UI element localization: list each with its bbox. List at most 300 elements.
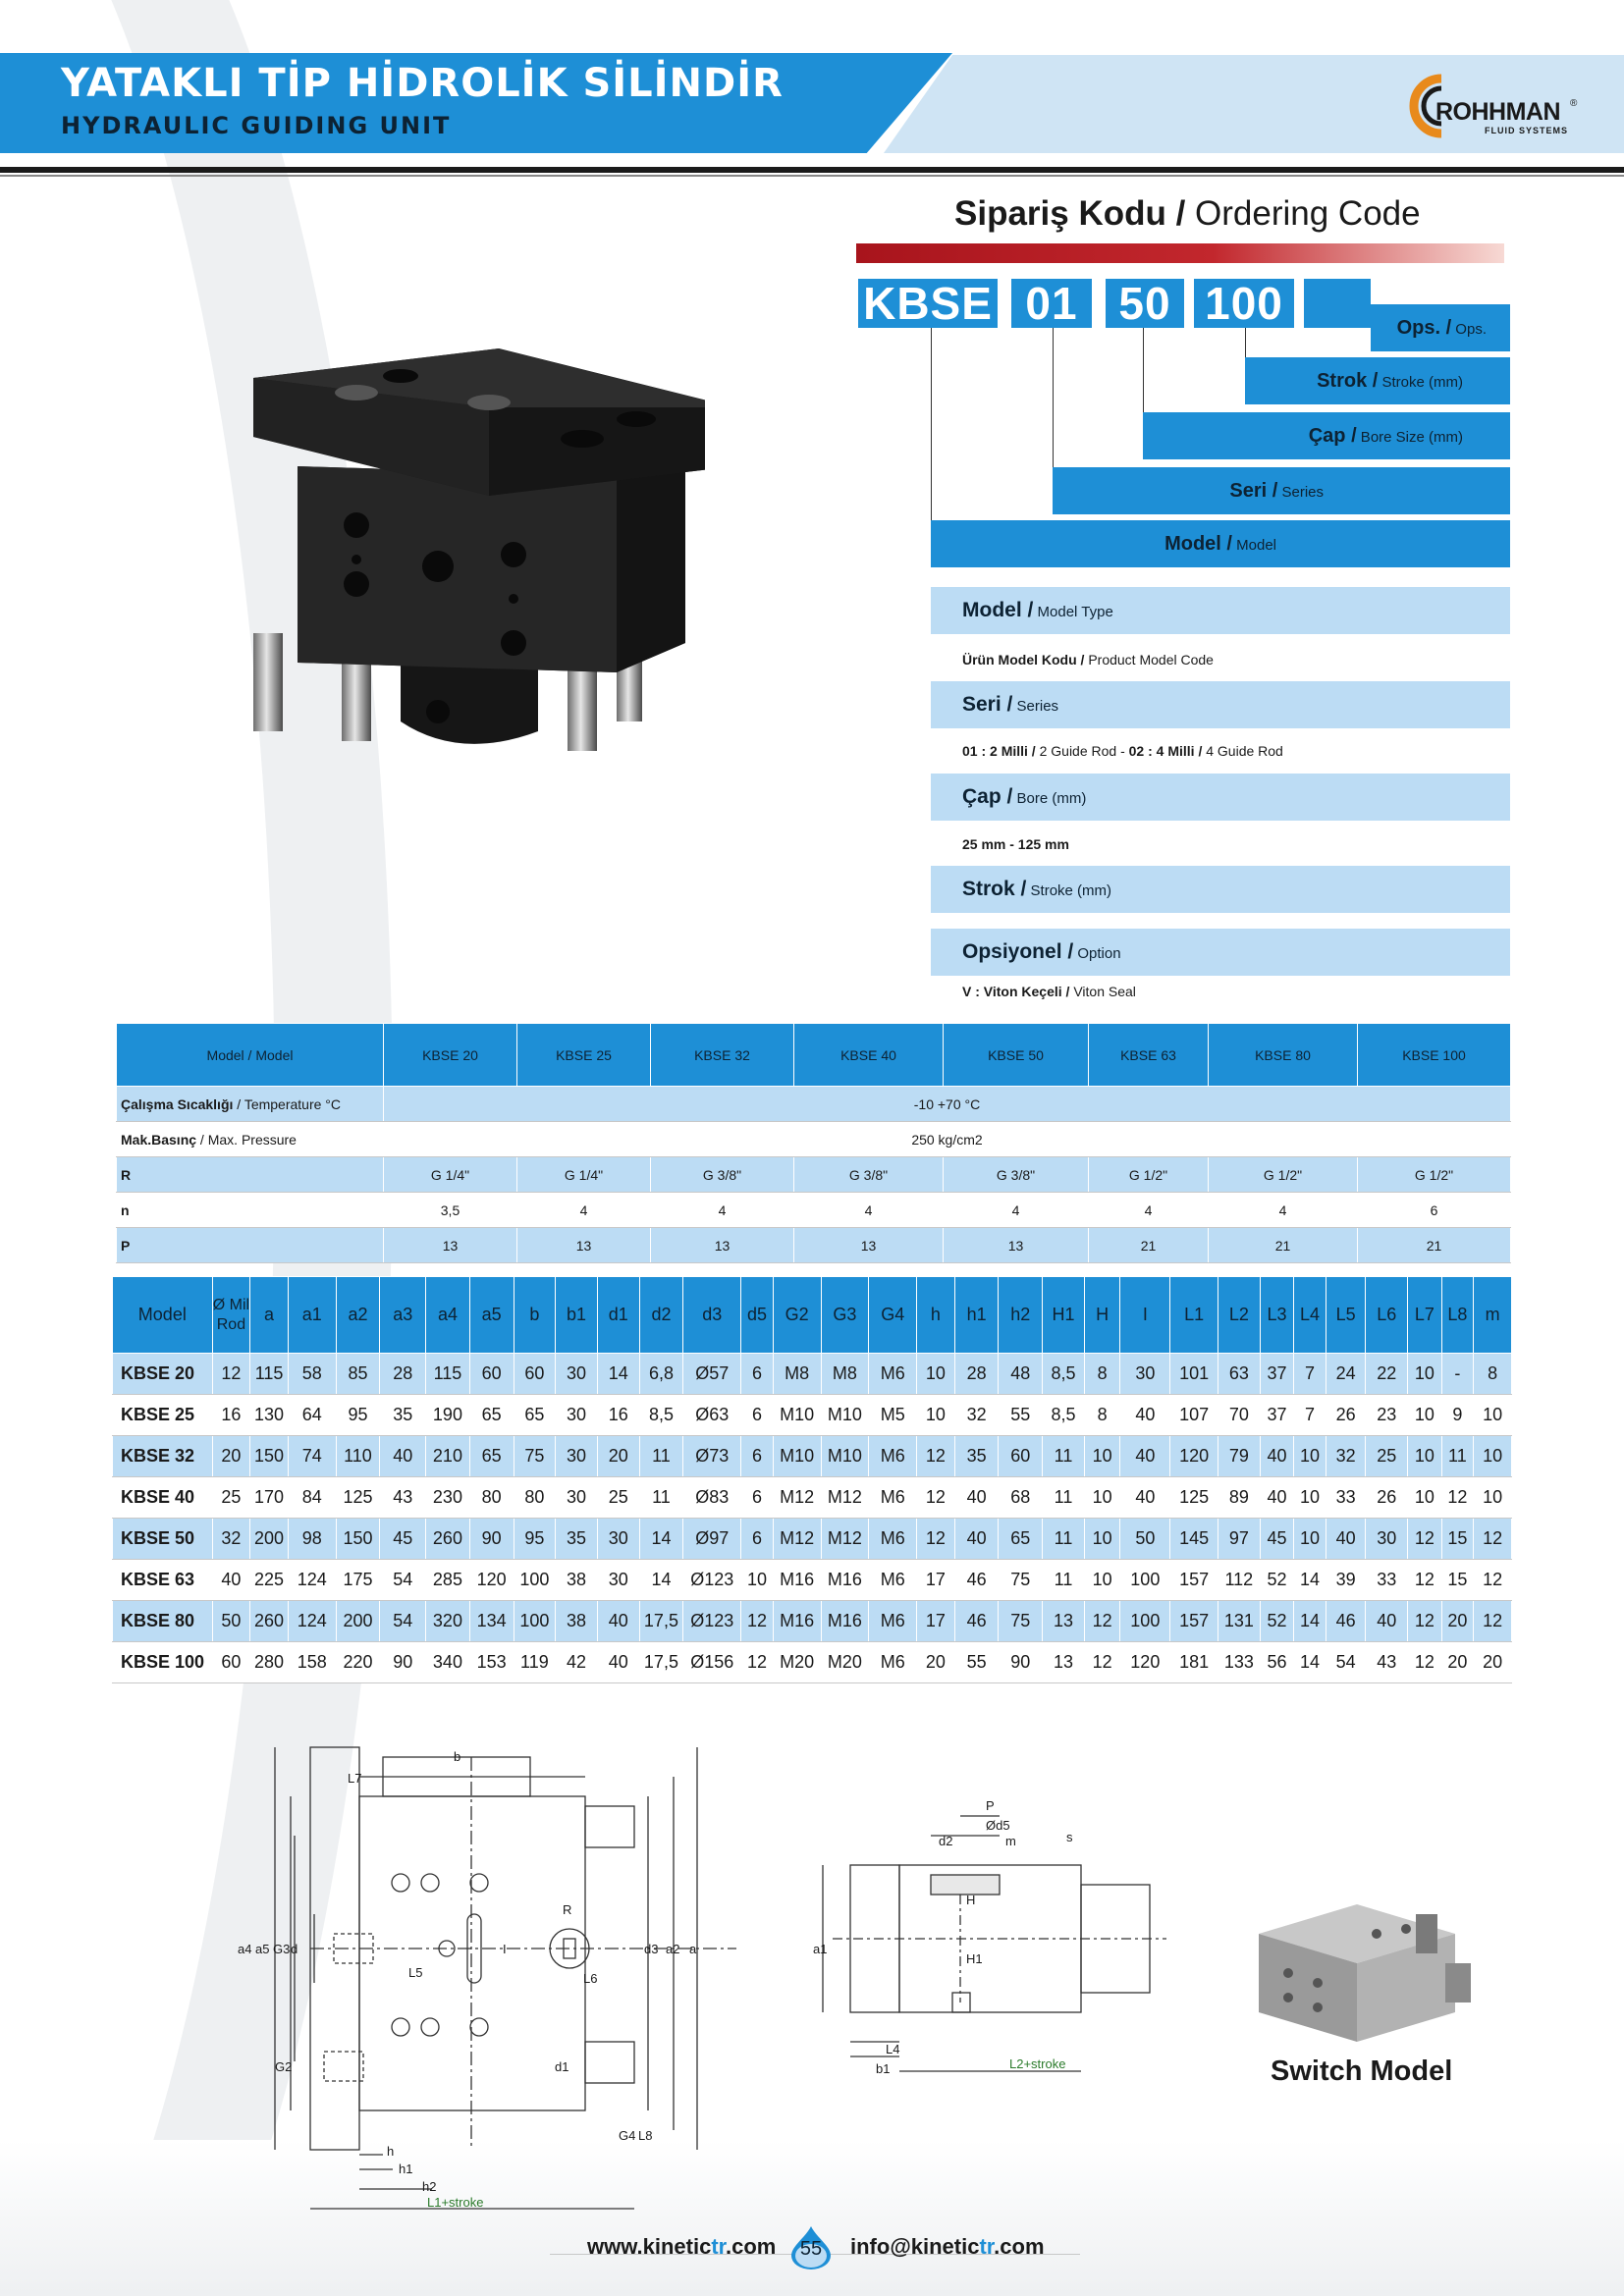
dim-cell: 115 bbox=[250, 1354, 289, 1395]
dim-header-cell: Model bbox=[113, 1277, 213, 1354]
code-segment-model: KBSE bbox=[858, 279, 998, 328]
table-row bbox=[117, 1087, 1511, 1122]
connector-line bbox=[1053, 328, 1054, 467]
connector-line bbox=[931, 328, 932, 520]
dim-cell: 12 bbox=[1474, 1519, 1512, 1560]
dim-cell: Ø63 bbox=[683, 1395, 741, 1436]
spec-header-cell: KBSE 25 bbox=[517, 1024, 651, 1087]
table-row bbox=[117, 1228, 1511, 1263]
dim-cell: 60 bbox=[469, 1354, 514, 1395]
dim-cell: 10 bbox=[917, 1354, 955, 1395]
dim-cell: 52 bbox=[1260, 1601, 1294, 1642]
info-bore-sub: 25 mm - 125 mm bbox=[962, 836, 1069, 852]
dim-cell: 24 bbox=[1326, 1354, 1366, 1395]
dim-cell: 30 bbox=[1120, 1354, 1170, 1395]
code-bar-option: Ops. / Ops. bbox=[1371, 304, 1510, 351]
dim-cell: 8 bbox=[1084, 1395, 1120, 1436]
table-row bbox=[117, 1157, 1511, 1193]
page-subtitle: HYDRAULIC GUIDING UNIT bbox=[61, 112, 452, 139]
dim-cell: 54 bbox=[380, 1601, 426, 1642]
dim-cell: 12 bbox=[741, 1601, 774, 1642]
dim-header-cell: Ø Mil Rod bbox=[212, 1277, 250, 1354]
spec-cell: G 1/2" bbox=[1358, 1157, 1511, 1193]
dim-cell: 17,5 bbox=[639, 1642, 683, 1683]
dim-cell: 20 bbox=[597, 1436, 639, 1477]
dim-cell: 12 bbox=[1084, 1642, 1120, 1683]
dim-cell: 40 bbox=[954, 1477, 999, 1519]
product-photo bbox=[244, 348, 705, 780]
dim-cell: 11 bbox=[1043, 1477, 1085, 1519]
dim-header-cell: d2 bbox=[639, 1277, 683, 1354]
dim-label-H1: H1 bbox=[966, 1951, 983, 1966]
spec-cell: 13 bbox=[944, 1228, 1089, 1263]
dim-label-a: a bbox=[689, 1942, 697, 1956]
dim-header-cell: L6 bbox=[1366, 1277, 1408, 1354]
dim-cell: 55 bbox=[954, 1642, 999, 1683]
dim-cell: 125 bbox=[336, 1477, 380, 1519]
dim-cell: 11 bbox=[639, 1477, 683, 1519]
logo-subtext: FLUID SYSTEMS bbox=[1485, 126, 1569, 135]
dim-header-cell: a3 bbox=[380, 1277, 426, 1354]
dim-cell: 12 bbox=[1408, 1560, 1442, 1601]
dim-cell: 30 bbox=[556, 1354, 598, 1395]
dim-cell: Ø83 bbox=[683, 1477, 741, 1519]
dim-label-G2: G2 bbox=[275, 2059, 293, 2074]
dim-cell: M16 bbox=[821, 1560, 869, 1601]
dim-cell: M16 bbox=[773, 1601, 821, 1642]
dim-cell: 80 bbox=[514, 1477, 556, 1519]
dim-cell: 119 bbox=[514, 1642, 556, 1683]
dim-cell: 11 bbox=[1043, 1560, 1085, 1601]
dim-cell: 6 bbox=[741, 1436, 774, 1477]
info-model-head: Model / Model Type bbox=[931, 587, 1510, 634]
dim-label-m: m bbox=[1005, 1834, 1016, 1848]
spec-row-label: Çalışma Sıcaklığı / Temperature °C bbox=[117, 1087, 384, 1122]
info-bore-head: Çap / Bore (mm) bbox=[931, 774, 1510, 821]
dim-cell: 190 bbox=[426, 1395, 470, 1436]
dim-cell: M12 bbox=[821, 1477, 869, 1519]
dim-header-cell: a1 bbox=[288, 1277, 336, 1354]
dim-cell: 42 bbox=[556, 1642, 598, 1683]
logo-text: ROHHMAN bbox=[1435, 98, 1561, 126]
dim-label-L1: L1+stroke bbox=[427, 2195, 484, 2210]
dim-cell: Ø73 bbox=[683, 1436, 741, 1477]
dim-header-cell: L8 bbox=[1441, 1277, 1474, 1354]
dim-label-a2: a2 bbox=[666, 1942, 680, 1956]
dim-cell: 14 bbox=[639, 1519, 683, 1560]
dim-cell: 10 bbox=[1294, 1436, 1326, 1477]
dim-cell: 10 bbox=[1084, 1519, 1120, 1560]
dim-header-cell: d5 bbox=[741, 1277, 774, 1354]
dim-cell: 15 bbox=[1441, 1560, 1474, 1601]
dim-cell: 14 bbox=[1294, 1601, 1326, 1642]
dim-cell: 170 bbox=[250, 1477, 289, 1519]
dim-cell: 33 bbox=[1326, 1477, 1366, 1519]
dim-cell: 8 bbox=[1474, 1354, 1512, 1395]
dim-header-cell: L2 bbox=[1218, 1277, 1261, 1354]
dim-cell: 84 bbox=[288, 1477, 336, 1519]
table-row bbox=[113, 1560, 1512, 1601]
dim-label-s: s bbox=[1066, 1830, 1073, 1844]
dim-cell: 100 bbox=[514, 1560, 556, 1601]
spec-cell: 4 bbox=[794, 1193, 944, 1228]
dim-cell: 65 bbox=[999, 1519, 1043, 1560]
dim-cell: 17 bbox=[917, 1560, 955, 1601]
dim-cell: 285 bbox=[426, 1560, 470, 1601]
header-rule-thin bbox=[0, 175, 1624, 177]
dim-cell: 17,5 bbox=[639, 1601, 683, 1642]
dim-label-H: H bbox=[966, 1893, 976, 1907]
dim-cell: 8,5 bbox=[1043, 1354, 1085, 1395]
code-bar-model: Model / Model bbox=[931, 520, 1510, 567]
spec-header-cell: KBSE 50 bbox=[944, 1024, 1089, 1087]
dim-label-d3: d3 bbox=[644, 1942, 659, 1956]
footer-email[interactable]: info@kinetictr.com bbox=[850, 2234, 1045, 2259]
dim-cell: 40 bbox=[1120, 1477, 1170, 1519]
spec-cell: G 1/4" bbox=[517, 1157, 651, 1193]
dim-cell: 10 bbox=[1408, 1354, 1442, 1395]
logo-registered: ® bbox=[1570, 98, 1578, 109]
dim-cell: 95 bbox=[514, 1519, 556, 1560]
dim-cell: 35 bbox=[954, 1436, 999, 1477]
dim-cell: 98 bbox=[288, 1519, 336, 1560]
dim-cell: 10 bbox=[1474, 1436, 1512, 1477]
spec-cell: 3,5 bbox=[384, 1193, 517, 1228]
dim-cell: 260 bbox=[250, 1601, 289, 1642]
dim-cell: 40 bbox=[597, 1601, 639, 1642]
spec-cell: 4 bbox=[1089, 1193, 1209, 1228]
dim-cell: 40 bbox=[597, 1642, 639, 1683]
code-segment-bore: 50 bbox=[1106, 279, 1184, 328]
dim-cell: 30 bbox=[1366, 1519, 1408, 1560]
dim-cell: 280 bbox=[250, 1642, 289, 1683]
dim-cell: 11 bbox=[1441, 1436, 1474, 1477]
dim-cell: 16 bbox=[597, 1395, 639, 1436]
dim-row-model: KBSE 50 bbox=[113, 1519, 213, 1560]
dim-cell: 33 bbox=[1366, 1560, 1408, 1601]
spec-cell: -10 +70 °C bbox=[384, 1087, 1511, 1122]
dim-cell: 46 bbox=[1326, 1601, 1366, 1642]
dim-cell: M10 bbox=[821, 1436, 869, 1477]
dim-cell: 13 bbox=[1043, 1601, 1085, 1642]
dim-cell: M6 bbox=[869, 1519, 917, 1560]
dim-cell: 28 bbox=[380, 1354, 426, 1395]
connector-line bbox=[1245, 328, 1246, 357]
dim-header-cell: h bbox=[917, 1277, 955, 1354]
dim-cell: 131 bbox=[1218, 1601, 1261, 1642]
switch-model-image bbox=[1249, 1895, 1475, 2052]
dim-cell: 25 bbox=[1366, 1436, 1408, 1477]
dim-header-cell: L7 bbox=[1408, 1277, 1442, 1354]
dim-cell: M6 bbox=[869, 1436, 917, 1477]
dim-cell: 74 bbox=[288, 1436, 336, 1477]
dim-cell: 89 bbox=[1218, 1477, 1261, 1519]
dim-label-h1: h1 bbox=[399, 2162, 413, 2176]
dim-cell: 25 bbox=[212, 1477, 250, 1519]
spec-cell: 13 bbox=[651, 1228, 794, 1263]
dim-label-d1: d1 bbox=[555, 2059, 569, 2074]
dim-cell: 101 bbox=[1170, 1354, 1218, 1395]
dim-cell: 58 bbox=[288, 1354, 336, 1395]
dim-cell: 230 bbox=[426, 1477, 470, 1519]
dim-row-model: KBSE 100 bbox=[113, 1642, 213, 1683]
dim-cell: 40 bbox=[1260, 1477, 1294, 1519]
dim-cell: 112 bbox=[1218, 1560, 1261, 1601]
dim-label-a4: a4 bbox=[238, 1942, 252, 1956]
dim-cell: 14 bbox=[639, 1560, 683, 1601]
code-bar-bore: Çap / Bore Size (mm) bbox=[1143, 412, 1510, 459]
spec-cell: G 3/8" bbox=[794, 1157, 944, 1193]
dim-header-cell: I bbox=[1120, 1277, 1170, 1354]
dim-row-model: KBSE 63 bbox=[113, 1560, 213, 1601]
dim-cell: 12 bbox=[1084, 1601, 1120, 1642]
dim-cell: 60 bbox=[212, 1642, 250, 1683]
dim-label-d2: d2 bbox=[939, 1834, 953, 1848]
table-row bbox=[113, 1436, 1512, 1477]
spec-cell: 21 bbox=[1089, 1228, 1209, 1263]
dim-cell: 75 bbox=[999, 1560, 1043, 1601]
dim-cell: 6 bbox=[741, 1354, 774, 1395]
dim-cell: 120 bbox=[1170, 1436, 1218, 1477]
dim-cell: 64 bbox=[288, 1395, 336, 1436]
dim-cell: 8 bbox=[1084, 1354, 1120, 1395]
dim-label-L4: L4 bbox=[886, 2042, 900, 2056]
dim-cell: 10 bbox=[1408, 1477, 1442, 1519]
dim-cell: 32 bbox=[954, 1395, 999, 1436]
dim-cell: 25 bbox=[597, 1477, 639, 1519]
dim-cell: Ø57 bbox=[683, 1354, 741, 1395]
info-series-head: Seri / Series bbox=[931, 681, 1510, 728]
dim-cell: Ø123 bbox=[683, 1601, 741, 1642]
dim-header-cell: a2 bbox=[336, 1277, 380, 1354]
dim-cell: 12 bbox=[1441, 1477, 1474, 1519]
dim-cell: M10 bbox=[773, 1395, 821, 1436]
dim-cell: 11 bbox=[1043, 1436, 1085, 1477]
dim-cell: 26 bbox=[1366, 1477, 1408, 1519]
ordering-code-accent-bar bbox=[856, 243, 1504, 263]
header-rule bbox=[0, 167, 1624, 173]
ordering-code-title: Sipariş Kodu / Ordering Code bbox=[954, 194, 1421, 233]
dim-cell: 158 bbox=[288, 1642, 336, 1683]
dim-cell: 6 bbox=[741, 1519, 774, 1560]
spec-header-model: Model / Model bbox=[117, 1024, 384, 1087]
dim-label-d5: Ød5 bbox=[986, 1818, 1010, 1833]
dim-header-cell: b1 bbox=[556, 1277, 598, 1354]
dim-cell: 68 bbox=[999, 1477, 1043, 1519]
dim-cell: 70 bbox=[1218, 1395, 1261, 1436]
spec-header-cell: KBSE 100 bbox=[1358, 1024, 1511, 1087]
dim-cell: 79 bbox=[1218, 1436, 1261, 1477]
dim-cell: 130 bbox=[250, 1395, 289, 1436]
dim-header-cell: h2 bbox=[999, 1277, 1043, 1354]
dim-cell: 40 bbox=[1260, 1436, 1294, 1477]
dim-cell: 9 bbox=[1441, 1395, 1474, 1436]
spec-cell: 4 bbox=[517, 1193, 651, 1228]
dim-cell: 20 bbox=[1441, 1642, 1474, 1683]
connector-line bbox=[1143, 328, 1144, 412]
dim-cell: 175 bbox=[336, 1560, 380, 1601]
dim-label-L6: L6 bbox=[583, 1971, 598, 1986]
spec-cell: 250 kg/cm2 bbox=[384, 1122, 1511, 1157]
dim-header-cell: a5 bbox=[469, 1277, 514, 1354]
dim-cell: 12 bbox=[1474, 1560, 1512, 1601]
dim-cell: 8,5 bbox=[1043, 1395, 1085, 1436]
dim-cell: 40 bbox=[380, 1436, 426, 1477]
spec-header-cell: KBSE 40 bbox=[794, 1024, 944, 1087]
dim-cell: M6 bbox=[869, 1560, 917, 1601]
dim-cell: 115 bbox=[426, 1354, 470, 1395]
dim-cell: M6 bbox=[869, 1601, 917, 1642]
dim-row-model: KBSE 25 bbox=[113, 1395, 213, 1436]
dim-row-model: KBSE 80 bbox=[113, 1601, 213, 1642]
dim-cell: M20 bbox=[821, 1642, 869, 1683]
dim-cell: 46 bbox=[954, 1560, 999, 1601]
dim-cell: 75 bbox=[999, 1601, 1043, 1642]
info-stroke-head: Strok / Stroke (mm) bbox=[931, 866, 1510, 913]
spec-cell: G 1/2" bbox=[1209, 1157, 1358, 1193]
dim-cell: 6 bbox=[741, 1477, 774, 1519]
dim-cell: 107 bbox=[1170, 1395, 1218, 1436]
dim-cell: M20 bbox=[773, 1642, 821, 1683]
table-row bbox=[117, 1193, 1511, 1228]
dim-cell: 124 bbox=[288, 1601, 336, 1642]
dim-cell: 100 bbox=[1120, 1601, 1170, 1642]
dim-cell: 22 bbox=[1366, 1354, 1408, 1395]
dim-cell: 14 bbox=[1294, 1642, 1326, 1683]
dim-header-cell: L5 bbox=[1326, 1277, 1366, 1354]
table-row bbox=[113, 1601, 1512, 1642]
dim-cell: 37 bbox=[1260, 1354, 1294, 1395]
dim-cell: 10 bbox=[1294, 1477, 1326, 1519]
dim-cell: M12 bbox=[773, 1477, 821, 1519]
spec-header-cell: KBSE 32 bbox=[651, 1024, 794, 1087]
dim-cell: M8 bbox=[773, 1354, 821, 1395]
dim-cell: M5 bbox=[869, 1395, 917, 1436]
dim-cell: 11 bbox=[1043, 1519, 1085, 1560]
table-row bbox=[113, 1519, 1512, 1560]
dim-cell: 63 bbox=[1218, 1354, 1261, 1395]
dim-cell: 30 bbox=[597, 1519, 639, 1560]
dim-header-cell: d3 bbox=[683, 1277, 741, 1354]
dim-header-cell: H1 bbox=[1043, 1277, 1085, 1354]
spec-cell: G 1/2" bbox=[1089, 1157, 1209, 1193]
dim-cell: 45 bbox=[380, 1519, 426, 1560]
spec-header-cell: KBSE 20 bbox=[384, 1024, 517, 1087]
dim-cell: 12 bbox=[212, 1354, 250, 1395]
switch-model-label: Switch Model bbox=[1271, 2056, 1453, 2087]
dim-cell: 15 bbox=[1441, 1519, 1474, 1560]
dim-label-a1: a1 bbox=[813, 1942, 828, 1956]
dim-cell: M6 bbox=[869, 1354, 917, 1395]
dim-cell: 90 bbox=[999, 1642, 1043, 1683]
info-series-sub: 01 : 2 Milli / 2 Guide Rod - 02 : 4 Milli / 4 Guide Rod bbox=[962, 743, 1283, 759]
dim-header-cell: G2 bbox=[773, 1277, 821, 1354]
dim-cell: Ø156 bbox=[683, 1642, 741, 1683]
dim-cell: 43 bbox=[1366, 1642, 1408, 1683]
dim-cell: 45 bbox=[1260, 1519, 1294, 1560]
dim-cell: 11 bbox=[639, 1436, 683, 1477]
dim-cell: 12 bbox=[1474, 1601, 1512, 1642]
code-segment-option bbox=[1304, 279, 1371, 328]
dim-label-G4: G4 bbox=[619, 2128, 636, 2143]
dim-cell: 10 bbox=[1408, 1436, 1442, 1477]
dim-cell: 10 bbox=[1408, 1395, 1442, 1436]
dim-cell: Ø123 bbox=[683, 1560, 741, 1601]
dim-cell: 220 bbox=[336, 1642, 380, 1683]
dim-cell: 40 bbox=[1120, 1436, 1170, 1477]
dim-cell: 54 bbox=[380, 1560, 426, 1601]
dim-cell: 56 bbox=[1260, 1642, 1294, 1683]
dim-label-L8: L8 bbox=[638, 2128, 653, 2143]
info-model-sub: Ürün Model Kodu / Product Model Code bbox=[962, 652, 1214, 667]
dim-cell: 12 bbox=[917, 1519, 955, 1560]
dim-cell: 225 bbox=[250, 1560, 289, 1601]
spec-cell: 21 bbox=[1358, 1228, 1511, 1263]
dim-cell: 75 bbox=[514, 1436, 556, 1477]
dim-cell: 40 bbox=[212, 1560, 250, 1601]
dim-label-G3: G3 bbox=[273, 1942, 291, 1956]
dim-cell: 7 bbox=[1294, 1354, 1326, 1395]
dim-header-cell: L3 bbox=[1260, 1277, 1294, 1354]
dim-cell: 85 bbox=[336, 1354, 380, 1395]
dim-cell: 50 bbox=[1120, 1519, 1170, 1560]
dim-cell: 7 bbox=[1294, 1395, 1326, 1436]
dim-cell: 50 bbox=[212, 1601, 250, 1642]
dim-label-L5: L5 bbox=[408, 1965, 423, 1980]
dim-row-model: KBSE 20 bbox=[113, 1354, 213, 1395]
spec-table bbox=[116, 1023, 1511, 1263]
info-option-sub: V : Viton Keçeli / Viton Seal bbox=[962, 984, 1136, 999]
dim-cell: 120 bbox=[1120, 1642, 1170, 1683]
dim-cell: M10 bbox=[773, 1436, 821, 1477]
dim-label-L7: L7 bbox=[348, 1771, 362, 1786]
spec-cell: 4 bbox=[1209, 1193, 1358, 1228]
dim-cell: 80 bbox=[469, 1477, 514, 1519]
dim-cell: 100 bbox=[514, 1601, 556, 1642]
dim-cell: 10 bbox=[1084, 1477, 1120, 1519]
dim-cell: 14 bbox=[1294, 1560, 1326, 1601]
dim-cell: 40 bbox=[1326, 1519, 1366, 1560]
dim-cell: 10 bbox=[917, 1395, 955, 1436]
dim-cell: M12 bbox=[821, 1519, 869, 1560]
dim-cell: - bbox=[1441, 1354, 1474, 1395]
dim-cell: 157 bbox=[1170, 1601, 1218, 1642]
code-bar-stroke: Strok / Stroke (mm) bbox=[1245, 357, 1510, 404]
table-row bbox=[113, 1477, 1512, 1519]
dim-cell: 46 bbox=[954, 1601, 999, 1642]
dim-cell: 37 bbox=[1260, 1395, 1294, 1436]
dim-cell: 48 bbox=[999, 1354, 1043, 1395]
dim-cell: 6 bbox=[741, 1395, 774, 1436]
info-option-head: Opsiyonel / Option bbox=[931, 929, 1510, 976]
dim-header-cell: h1 bbox=[954, 1277, 999, 1354]
dim-cell: 17 bbox=[917, 1601, 955, 1642]
dim-cell: 120 bbox=[469, 1560, 514, 1601]
dim-cell: 100 bbox=[1120, 1560, 1170, 1601]
dim-cell: 90 bbox=[380, 1642, 426, 1683]
dim-cell: 26 bbox=[1326, 1395, 1366, 1436]
dim-cell: 20 bbox=[917, 1642, 955, 1683]
dim-cell: 23 bbox=[1366, 1395, 1408, 1436]
dim-cell: Ø97 bbox=[683, 1519, 741, 1560]
footer-website[interactable]: www.kinetictr.com bbox=[587, 2234, 777, 2259]
spec-row-label: n bbox=[117, 1193, 384, 1228]
dim-cell: M6 bbox=[869, 1642, 917, 1683]
dim-cell: 124 bbox=[288, 1560, 336, 1601]
dim-cell: 95 bbox=[336, 1395, 380, 1436]
dim-label-b1: b1 bbox=[876, 2061, 891, 2076]
dimension-table bbox=[112, 1276, 1512, 1683]
